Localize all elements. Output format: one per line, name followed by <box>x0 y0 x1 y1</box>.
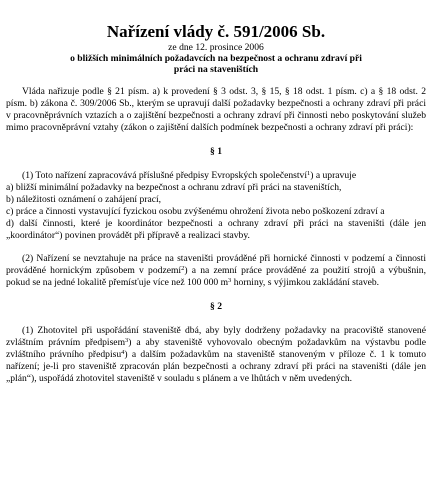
section-1-p2-end: horniny, s výjimkou zakládání staveb. <box>231 277 380 288</box>
section-1-p2-text: (2) Nařízení se nevztahuje na práce na staveništi prováděné při hornické činnosti v podzemí a činnosti prováděné hornickým způsobem v podzemí <box>6 253 426 276</box>
footnote-ref-3: 3 <box>125 337 129 344</box>
footnote-ref-1: 1 <box>307 170 311 177</box>
section-2-p1-text-a: (1) Zhotovitel při uspořádání staveniště dbá, aby byly dodrženy požadavky na pracoviště stanovené zvláštním právním předpisem <box>6 325 426 348</box>
list-item-c: c) práce a činnosti vystavující fyzickou osobu zvýšenému ohrožení života nebo poškození zdraví a <box>6 206 385 217</box>
section-1-p2-tail: ) a na zemní práce prováděné za použití strojů a výbušnin, pokud se na jedné lokalitě přemísťuje více než <box>6 265 426 288</box>
section-1-p1-tail: ) a upravuje <box>310 170 357 181</box>
section-1-paragraph-2 <box>6 253 426 289</box>
list-item-a: a) bližší minimální požadavky na bezpečnost a ochranu zdraví při práci na staveništích, <box>6 182 342 193</box>
document-title: Nařízení vlády č. 591/2006 Sb. <box>106 22 326 41</box>
volume-amount: 100 000 m <box>187 277 229 288</box>
section-1-p1-text: (1) Toto nařízení zapracovává příslušné předpisy Evropských společenství <box>22 170 308 181</box>
intro-paragraph: Vláda nařizuje podle § 21 písm. a) k provedení § 3 odst. 3, § 15, § 18 odst. 1 písm. c) a § 18 odst. 2 písm. b) zákona č. 309/2006 Sb., kterým se upravují další požadavky bezpečnosti a ochrany zdraví při práci v pracovněprávních vztazích a o zajištění bezpečnosti a ochrany zdraví při činnosti nebo poskytování služeb mimo pracovněprávní vztahy (zákon o zajištění dalších podmínek bezpečnosti a ochrany zdraví při práci): <box>6 86 426 133</box>
cubic-unit-sup: 3 <box>228 277 232 284</box>
list-item-b: b) náležitosti oznámení o zahájení prací, <box>6 194 162 205</box>
section-2-heading: § 2 <box>210 301 222 312</box>
document-subtitle: o bližších minimálních požadavcích na bezpečnost a ochranu zdraví při práci na staveništích <box>70 53 362 75</box>
section-2-p1-text-c: ) a dalším požadavkům na staveniště stanoveným v příloze č. 1 k tomuto nařízení; je-li pro staveniště zpracován plán bezpečnosti a ochrany zdraví při práci na staveništi (dále jen „plán“), uspořádá zhotovitel staveniště v souladu s plánem a ve lhůtách v něm uvedených. <box>6 349 427 384</box>
document-date: ze dne 12. prosince 2006 <box>168 42 264 53</box>
section-2-p1-text-b: ) a aby staveniště vyhovovalo obecným požadavkům na výstavbu podle zvláštního právního předpisu <box>6 337 426 360</box>
list-item-d: d) další činnosti, které je koordinátor bezpečnosti a ochrany zdraví při práci na staveništi (dále jen „koordinátor“) povinen provádět při přípravě a realizaci stavby. <box>6 218 426 241</box>
section-2-paragraph-1 <box>6 325 426 385</box>
footnote-ref-2: 2 <box>181 265 185 272</box>
section-1-paragraph-1 <box>6 170 426 182</box>
section-1-heading: § 1 <box>210 146 222 157</box>
footnote-ref-4: 4 <box>121 349 125 356</box>
